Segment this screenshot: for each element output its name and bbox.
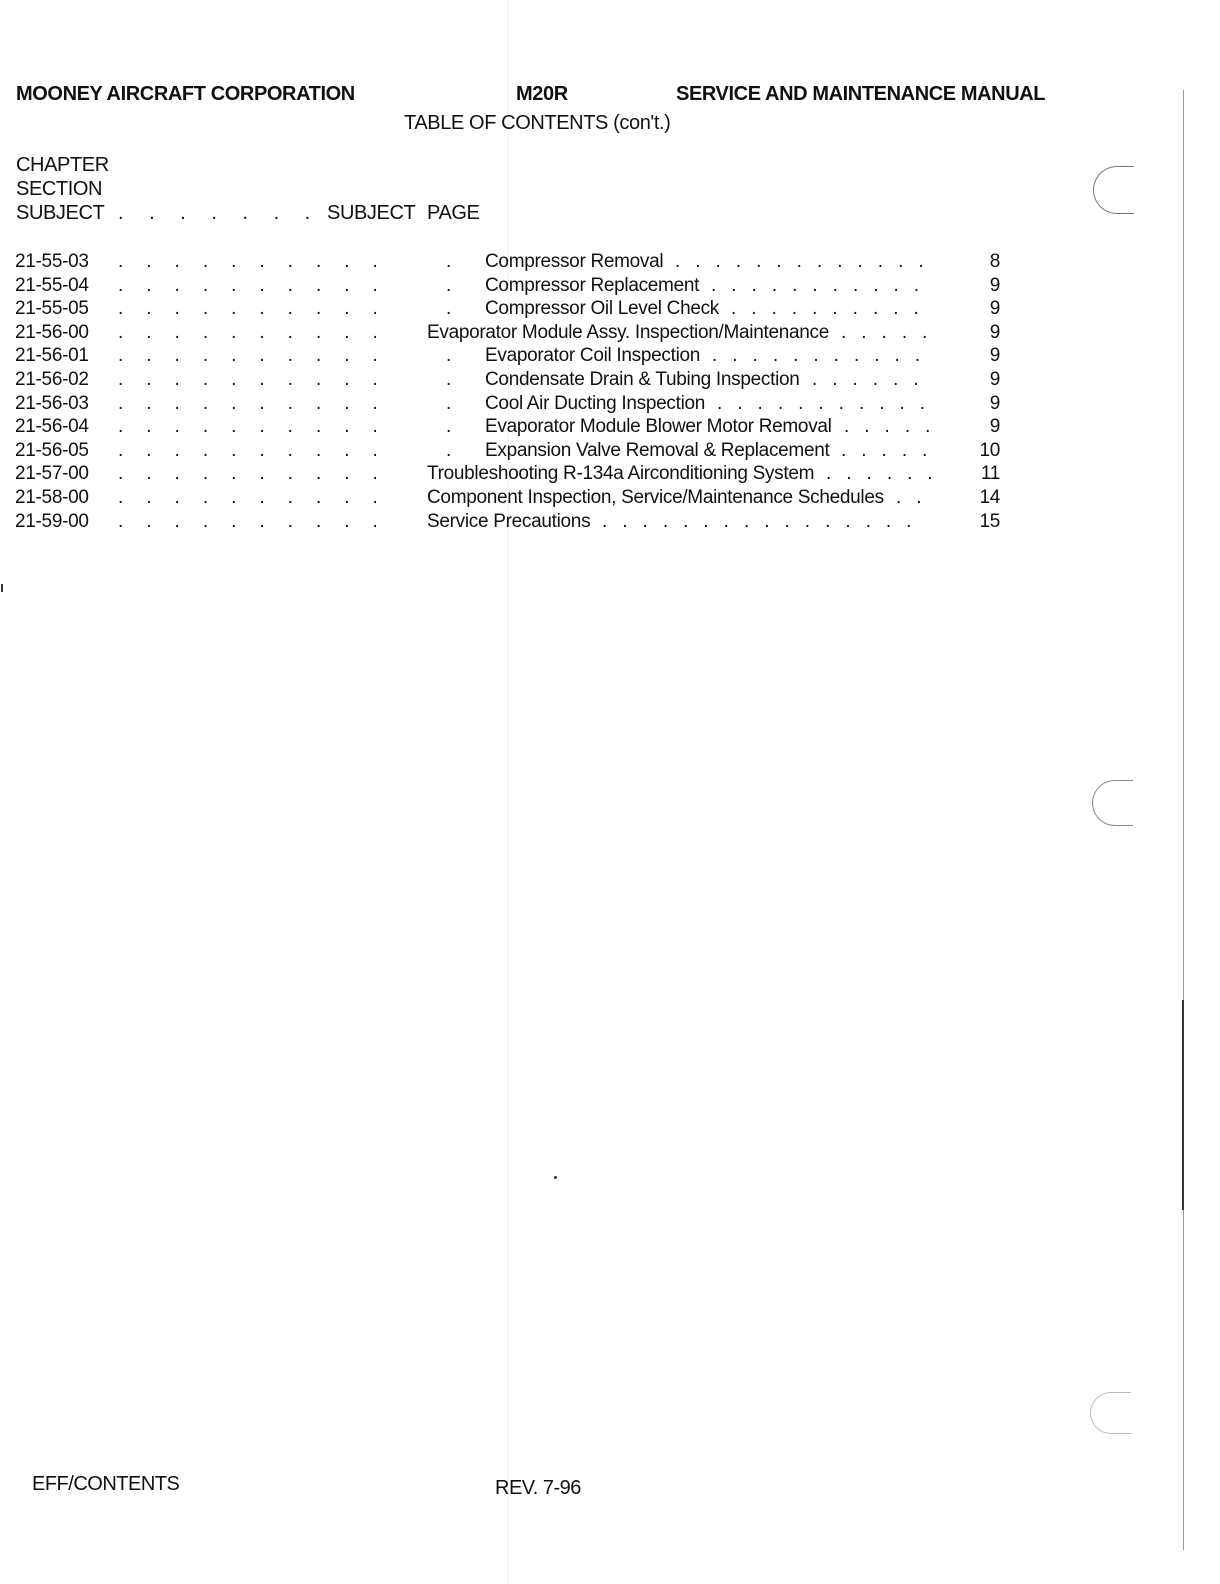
toc-entry-title: Compressor Removal — [485, 251, 664, 272]
toc-entry — [0, 393, 1220, 417]
footer-revision: REV. 7-96 — [495, 1477, 581, 1499]
toc-entry-page: 9 — [989, 416, 1000, 438]
toc-entry-indent-dot: . — [446, 298, 451, 320]
toc-entry-leader: .......... — [118, 345, 401, 367]
toc-entry-leader: .......... — [118, 487, 401, 508]
toc-entry-code: 21-55-04 — [15, 274, 89, 296]
toc-entry-leader: .......... — [118, 510, 401, 532]
toc-entry-trailing-leader: ..... — [844, 416, 946, 438]
toc-entry-trailing-leader: ........... — [717, 392, 941, 414]
toc-entry-code: 21-56-03 — [15, 392, 89, 414]
toc-entry-title: Service Precautions — [427, 510, 591, 532]
page-edge-shadow — [1182, 1000, 1184, 1210]
toc-entry-title: Compressor Oil Level Check — [485, 298, 720, 320]
toc-entry-trailing-leader: ...... — [826, 463, 948, 485]
toc-entry — [0, 440, 1220, 464]
toc-entry — [0, 463, 1220, 487]
toc-entry-trailing-leader: .......... — [731, 298, 934, 320]
toc-entry-title: Expansion Valve Removal & Replacement — [485, 439, 830, 461]
toc-entry-code: 21-57-00 — [15, 463, 89, 485]
toc-entry-indent-dot: . — [446, 369, 451, 390]
toc-entry-code: 21-56-04 — [15, 416, 89, 438]
toc-entry-page: 9 — [989, 369, 1000, 390]
toc-entry-code: 21-56-02 — [15, 369, 89, 390]
toc-entry-title: Evaporator Module Blower Motor Removal — [485, 416, 832, 438]
toc-entry-title: Troubleshooting R-134a Airconditioning System — [427, 463, 815, 485]
toc-entry-leader: .......... — [118, 274, 401, 296]
toc-entry-indent-dot: . — [446, 345, 451, 367]
toc-entry — [0, 275, 1220, 299]
toc-entry — [0, 511, 1220, 535]
toc-entry-page: 10 — [979, 439, 1000, 461]
toc-entry-trailing-leader: ................ — [602, 510, 927, 532]
toc-entry-title: Evaporator Module Assy. Inspection/Maintenance — [427, 321, 829, 343]
toc-entry-trailing-leader: ..... — [841, 439, 943, 461]
toc-entry-leader: .......... — [118, 416, 401, 438]
toc-entry-indent-dot: . — [446, 392, 451, 414]
scan-artifact-line — [508, 0, 509, 1584]
toc-entry-code: 21-56-00 — [15, 321, 89, 343]
toc-entry-trailing-leader: ............. — [675, 251, 939, 272]
toc-entry-leader: .......... — [118, 369, 401, 390]
toc-entry-leader: .......... — [118, 439, 401, 461]
toc-entry-trailing-leader: .. — [896, 487, 937, 508]
toc-entry-trailing-leader: ..... — [841, 321, 943, 343]
toc-entry-trailing-leader: ...... — [812, 369, 934, 390]
toc-entry-page: 8 — [989, 251, 1000, 272]
toc-entry-page: 9 — [989, 392, 1000, 414]
toc-entry-indent-dot: . — [446, 416, 451, 438]
toc-entry-leader: .......... — [118, 392, 401, 414]
toc-entry-code: 21-58-00 — [15, 487, 89, 508]
column-header-leader: . . . . . . . — [118, 202, 321, 224]
toc-entry-page: 9 — [989, 345, 1000, 367]
toc-entry-code: 21-56-05 — [15, 439, 89, 461]
toc-entry — [0, 416, 1220, 440]
toc-entry — [0, 369, 1220, 393]
page-edge-line — [1183, 90, 1184, 1550]
toc-entry-page: 9 — [989, 274, 1000, 296]
toc-entry-code: 21-56-01 — [15, 345, 89, 367]
toc-entry-indent-dot: . — [446, 439, 451, 461]
toc-entry-page: 14 — [979, 487, 1000, 508]
toc-entry — [0, 322, 1220, 346]
scan-speck — [554, 1176, 557, 1179]
toc-entry-indent-dot: . — [446, 251, 451, 272]
toc-entry-trailing-leader: ........... — [712, 345, 936, 367]
toc-entry-page: 11 — [980, 463, 1000, 485]
binder-hole-mark — [1092, 780, 1133, 826]
toc-entry-indent-dot: . — [446, 274, 451, 296]
toc-entry — [0, 345, 1220, 369]
column-header-chapter: CHAPTER — [16, 154, 109, 176]
toc-entry-title: Component Inspection, Service/Maintenance Schedules — [427, 487, 884, 508]
toc-entry-code: 21-55-03 — [15, 251, 89, 272]
toc-entry-page: 15 — [979, 510, 1000, 532]
scan-speck — [1, 584, 3, 592]
column-header-subject: SUBJECT — [16, 202, 105, 224]
toc-entry-trailing-leader: ........... — [711, 274, 935, 296]
toc-entry-leader: .......... — [118, 321, 401, 343]
toc-entry-title: Cool Air Ducting Inspection — [485, 392, 706, 414]
column-header-section: SECTION — [16, 178, 103, 200]
toc-entry-leader: .......... — [118, 298, 401, 320]
toc-entry-leader: .......... — [118, 463, 401, 485]
binder-hole-mark — [1093, 166, 1134, 214]
toc-entry — [0, 298, 1220, 322]
toc-entry-title: Compressor Replacement — [485, 274, 700, 296]
footer-section-label: EFF/CONTENTS — [32, 1473, 180, 1495]
toc-entry-page: 9 — [989, 321, 1000, 343]
toc-entry-leader: .......... — [118, 251, 401, 272]
column-header-page: PAGE — [427, 202, 480, 224]
toc-entry — [0, 487, 1220, 511]
toc-title: TABLE OF CONTENTS (con't.) — [404, 112, 671, 134]
toc-entry-title: Condensate Drain & Tubing Inspection — [485, 369, 800, 390]
toc-entry-code: 21-55-05 — [15, 298, 89, 320]
aircraft-model: M20R — [516, 83, 568, 105]
toc-entry — [0, 251, 1220, 275]
company-name: MOONEY AIRCRAFT CORPORATION — [16, 83, 355, 105]
toc-entry-code: 21-59-00 — [15, 510, 89, 532]
column-header-subject-2: SUBJECT — [327, 202, 416, 224]
toc-entry-title: Evaporator Coil Inspection — [485, 345, 701, 367]
binder-hole-mark — [1090, 1392, 1131, 1434]
toc-entry-page: 9 — [989, 298, 1000, 320]
manual-title: SERVICE AND MAINTENANCE MANUAL — [676, 83, 1046, 105]
